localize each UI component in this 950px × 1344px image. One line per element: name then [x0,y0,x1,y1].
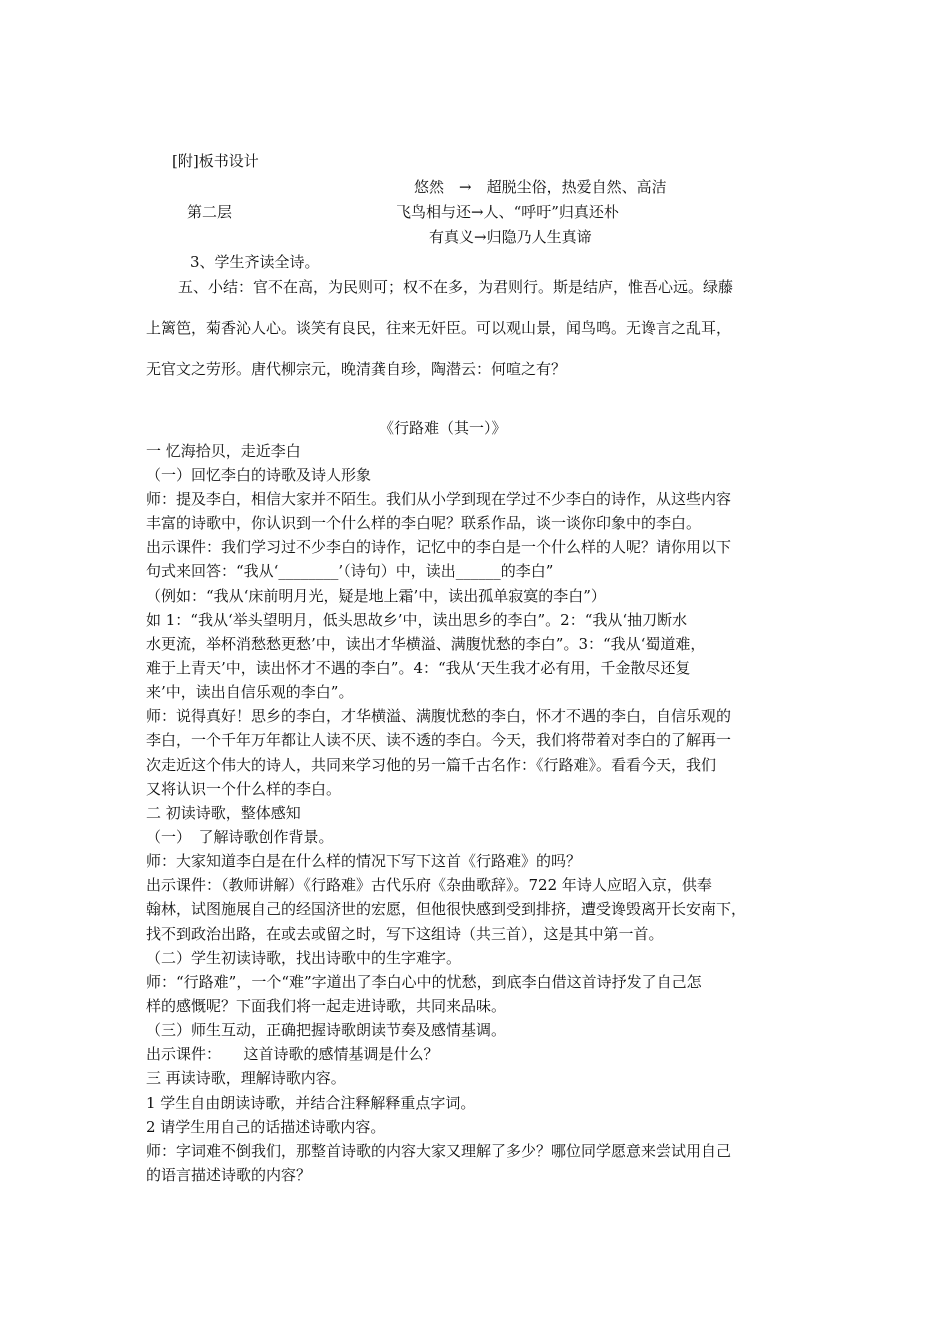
body-line: 师：提及李白，相信大家并不陌生。我们从小学到现在学过不少李白的诗作，从这些内容 [146,490,732,508]
body-line: （二）学生初读诗歌，找出诗歌中的生字难字。 [146,949,462,967]
board-design-row-3: 有真义→归隐乃人生真谛 [429,228,592,246]
body-line: 次走近这个伟大的诗人，共同来学习他的另一篇千古名作：《行路难》。看看今天，我们 [146,756,717,774]
body-line: 找不到政治出路，在或去或留之时，写下这组诗（共三首），这是其中第一首。 [146,925,664,943]
body-line: 出示课件：（教师讲解）《行路难》古代乐府《杂曲歌辞》。722 年诗人应昭入京，供奉 [146,876,712,894]
body-line: 师：字词难不倒我们，那整首诗歌的内容大家又理解了多少？哪位同学愿意来尝试用自己 [146,1142,732,1160]
board-design-layer-label: 第二层 [187,203,233,221]
body-line: 师：大家知道李白是在什么样的情况下写下这首《行路难》的吗？ [146,852,582,870]
body-line: 出示课件：我们学习过不少李白的诗作，记忆中的李白是一个什么样的人呢？请你用以下 [146,538,732,556]
read-all-line: 3、学生齐读全诗。 [190,253,320,271]
body-line: 样的感慨呢？下面我们将一起走进诗歌，共同来品味。 [146,997,507,1015]
body-line: 来’中，读出自信乐观的李白”。 [146,683,354,701]
poem-title: 《行路难（其一）》 [379,419,507,437]
body-line: 出示课件： 这首诗歌的感情基调是什么？ [146,1045,439,1063]
body-line: 一 忆海拾贝，走近李白 [146,442,301,460]
body-line: 1 学生自由朗读诗歌，并结合注释解释重点字词。 [146,1094,476,1112]
body-line: 2 请学生用自己的话描述诗歌内容。 [146,1118,386,1136]
body-line: （一） 了解诗歌创作背景。 [146,828,334,846]
body-line: （三）师生互动，正确把握诗歌朗读节奏及感情基调。 [146,1021,507,1039]
summary-line: 无官文之劳形。唐代柳宗元，晚清龚自珍，陶潜云：何喧之有？ [146,360,567,378]
body-line: 难于上青天’中，读出怀才不遇的李白”。4：“我从‘天生我才必有用，千金散尽还复 [146,659,691,677]
body-line: 又将认识一个什么样的李白。 [146,780,342,798]
summary-line: 五、小结：官不在高，为民则可；权不在多，为君则行。斯是结庐，惟吾心远。绿藤 [178,278,734,296]
board-design-heading: [附]板书设计 [172,152,259,170]
body-line: 二 初读诗歌，整体感知 [146,804,301,822]
body-line: 师：说得真好！思乡的李白，才华横溢、满腹忧愁的李白，怀才不遇的李白，自信乐观的 [146,707,732,725]
body-line: 水更流，举杯消愁愁更愁’中，读出才华横溢、满腹忧愁的李白”。3：“我从‘蜀道难， [146,635,706,653]
board-design-row-1: 悠然 → 超脱尘俗，热爱自然、高洁 [414,178,667,196]
body-line: 的语言描述诗歌的内容？ [146,1166,312,1184]
board-design-row-2: 飞鸟相与还→人、“呼吁”归真还朴 [396,203,619,221]
body-line: 句式来回答：“我从‘________’（诗句）中，读出______的李白” [146,562,554,580]
body-line: （例如：“我从‘床前明月光，疑是地上霜’中，读出孤单寂寞的李白”） [146,587,606,605]
body-line: （一）回忆李白的诗歌及诗人形象 [146,466,372,484]
body-line: 翰林，试图施展自己的经国济世的宏愿，但他很快感到受到排挤，遭受谗毁离开长安南下， [146,900,747,918]
body-line: 三 再读诗歌，理解诗歌内容。 [146,1069,346,1087]
body-line: 师：“行路难”，一个“难”字道出了李白心中的忧愁，到底李白借这首诗抒发了自己怎 [146,973,702,991]
body-line: 丰富的诗歌中，你认识到一个什么样的李白呢？联系作品，谈一谈你印象中的李白。 [146,514,702,532]
body-line: 如 1：“我从‘举头望明月，低头思故乡’中，读出思乡的李白”。2：“我从‘抽刀断水 [146,611,688,629]
summary-line: 上篱笆，菊香沁人心。谈笑有良民，往来无奸臣。可以观山景，闻鸟鸣。无谗言之乱耳， [146,319,732,337]
body-line: 李白，一个千年万年都让人读不厌、读不透的李白。今天，我们将带着对李白的了解再一 [146,731,732,749]
